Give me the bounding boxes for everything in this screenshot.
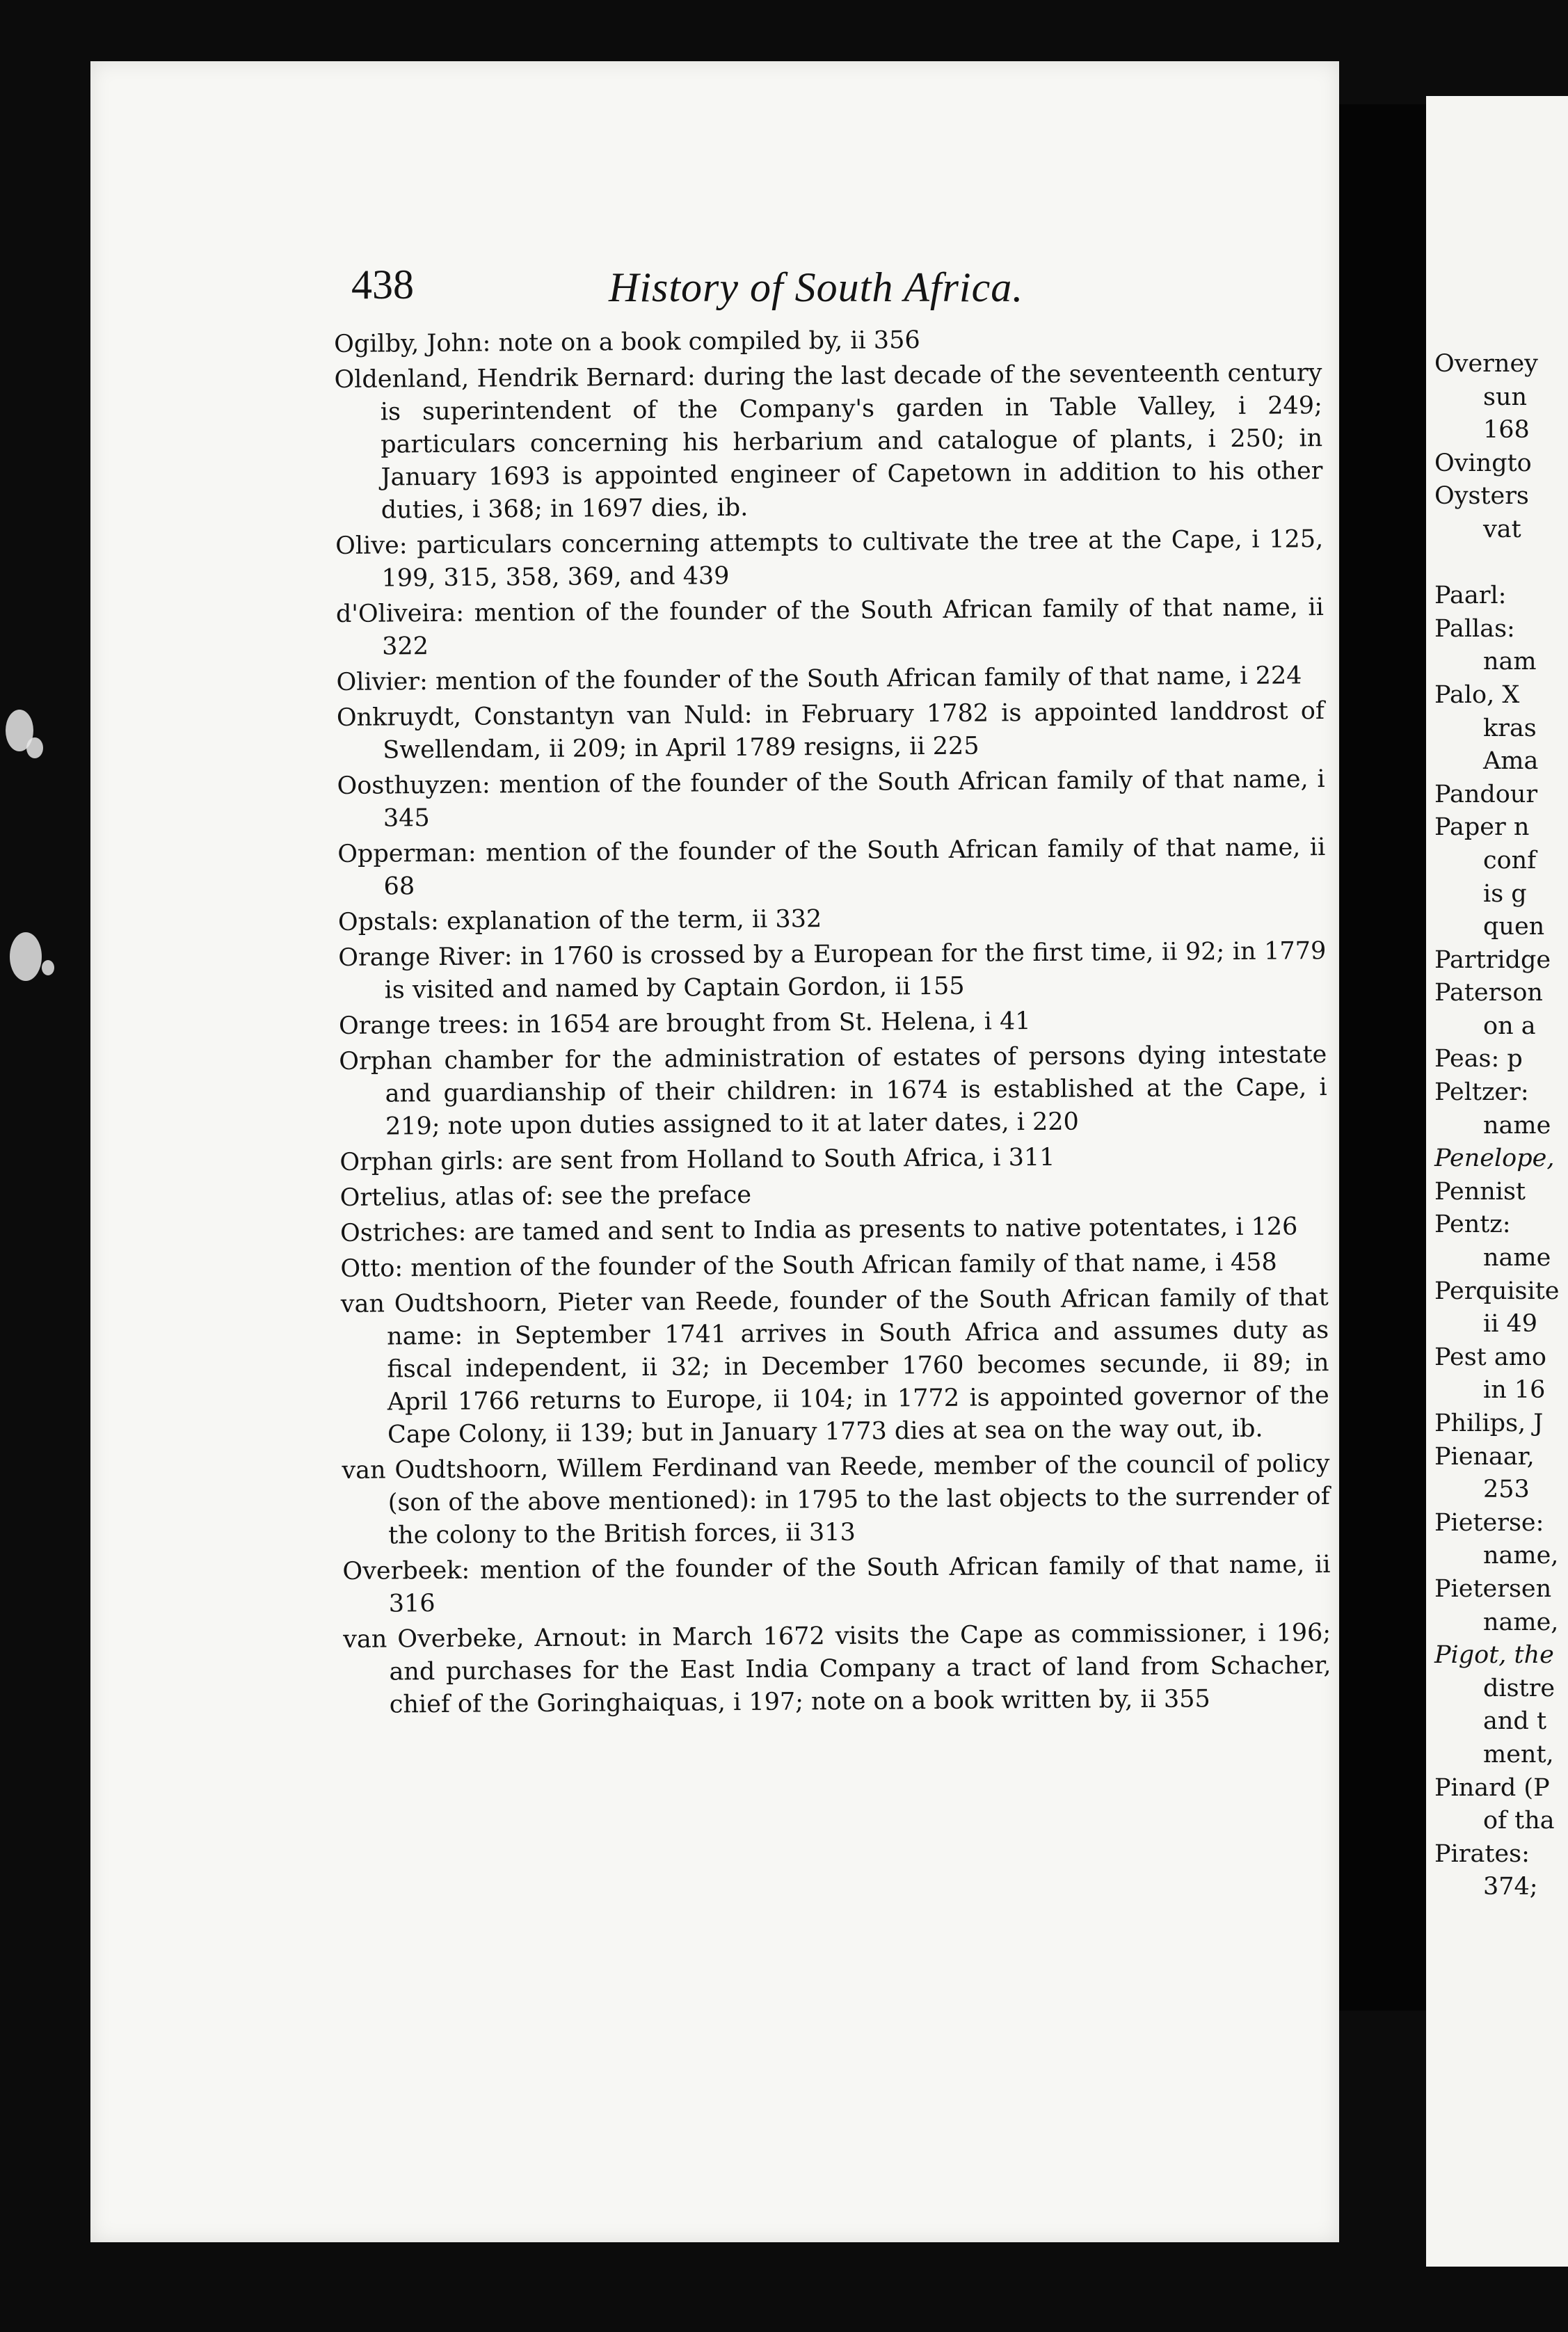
index-entry-term: Oosthuyzen:	[337, 771, 490, 800]
facing-page-line: conf	[1483, 846, 1537, 874]
index-entry	[339, 1140, 1327, 1179]
facing-page-line: ment,	[1483, 1740, 1554, 1768]
index-entry	[336, 660, 1324, 699]
facing-page-line: Pinard (P	[1434, 1773, 1550, 1802]
index-entry	[340, 1211, 1328, 1250]
facing-page-line: Pigot, the	[1434, 1641, 1554, 1670]
facing-page-line: sun	[1483, 383, 1528, 411]
running-head: History of South Africa.	[609, 264, 1024, 310]
facing-page-line: Pennist	[1434, 1177, 1526, 1206]
index-entry-text: are sent from Holland to South Africa, i 311	[511, 1143, 1055, 1176]
index-entry-text: mention of the founder of the South African family of that name, ii 68	[383, 833, 1326, 901]
index-entry	[337, 695, 1325, 767]
facing-page-line: Perquisite	[1434, 1277, 1560, 1305]
index-entry-text: are tamed and sent to India as presents to native potentates, i 126	[474, 1213, 1298, 1247]
facing-page-line: quen	[1483, 913, 1545, 941]
facing-page-line: name,	[1483, 1542, 1559, 1570]
facing-page-line: Pirates:	[1434, 1839, 1530, 1868]
facing-page-line: kras	[1483, 714, 1537, 742]
facing-page-line: and t	[1483, 1707, 1547, 1736]
facing-page-line: Peltzer:	[1434, 1078, 1529, 1107]
index-entry-term: d'Oliveira:	[335, 599, 465, 628]
index-entry	[343, 1617, 1331, 1722]
index-entry-term: Orphan chamber	[339, 1046, 553, 1076]
index-entry	[338, 935, 1327, 1007]
facing-page-line: Pentz:	[1434, 1211, 1511, 1239]
index-entry-term: Onkruydt, Constantyn van Nuld:	[336, 701, 753, 732]
facing-page-index-fragments	[1434, 348, 1568, 1904]
index-entry	[339, 1003, 1327, 1043]
facing-page-line: Paper n	[1434, 813, 1530, 842]
facing-page-line: Paterson	[1434, 979, 1543, 1007]
index-entry	[341, 1281, 1330, 1452]
facing-page-line	[1434, 547, 1568, 580]
facing-page-line: Ama	[1483, 747, 1539, 776]
facing-page-line: 253	[1483, 1476, 1530, 1504]
index-entry	[335, 523, 1324, 596]
index-entry-term: Orange River:	[338, 943, 513, 972]
index-entry-text: founder of the South African family of that name: in September 1741 arrives in South Africa and assumes duty as fiscal independent, ii 32; in December 1760 becomes secunde, ii 89; in April 1766 returns to Europe, ii 104; in 1772 is appointed governor of the Cape Colony, ii 139; but in January 1773 dies at sea on the way out, ib.	[386, 1284, 1329, 1449]
index-entry	[342, 1549, 1331, 1621]
index-entry-term: Oldenland, Hendrik Bernard:	[334, 363, 696, 394]
page-number: 438	[351, 262, 414, 308]
facing-page-line: Philips, J	[1434, 1409, 1544, 1437]
index-entry	[338, 900, 1326, 939]
index-entry-text: mention of the founder of the South African family of that name, i 224	[435, 662, 1302, 696]
index-entry-term: Overbeek:	[342, 1556, 470, 1586]
index-entry-term: van Oudtshoorn, Willem Ferdinand van Reede,	[342, 1453, 925, 1485]
facing-page-line: distre	[1483, 1674, 1555, 1702]
index-entry-text: member of the council of policy (son of the above mentioned): in 1795 to the last objects to the surrender of the colony to the British forces, ii 313	[387, 1450, 1330, 1550]
index-entry	[340, 1246, 1328, 1286]
index-entry-text: particulars concerning attempts to cultivate the tree at the Cape, i 125, 199, 315, 358, 369, and 439	[381, 525, 1324, 593]
facing-page-line: Pieterse:	[1434, 1508, 1544, 1537]
facing-page-line: is g	[1483, 879, 1527, 908]
index-entry-text: see the preface	[561, 1181, 752, 1211]
index-entry-term: Ortelius, atlas of:	[339, 1182, 554, 1212]
facing-page-line: Paarl:	[1434, 582, 1507, 610]
index-entry	[340, 1175, 1328, 1215]
index-entry-term: Orphan girls:	[339, 1147, 504, 1176]
index-entry-term: van Overbeke, Arnout:	[343, 1624, 628, 1654]
index-entry-text: mention of the founder of the South African family of that name, ii 316	[388, 1551, 1331, 1618]
facing-page-line: 168	[1483, 416, 1530, 445]
index-entry	[334, 357, 1323, 527]
index-entry-text: mention of the founder of the South African family of that name, i 345	[383, 765, 1325, 833]
facing-page-line: Pest amo	[1434, 1343, 1546, 1371]
facing-page-line: Pietersen	[1434, 1574, 1552, 1603]
index-entry-text: in February 1782 is appointed landdrost of Swellendam, ii 209; in April 1789 resigns, ii 225	[383, 697, 1325, 765]
index-entry	[337, 763, 1325, 836]
background-speck	[10, 932, 42, 981]
index-entry-term: Opperman:	[337, 839, 477, 868]
index-entry-text: in 1760 is crossed by a European for the first time, ii 92; in 1779 is visited and named by Captain Gordon, ii 155	[384, 937, 1327, 1005]
index-entry	[342, 1448, 1330, 1553]
index-entry	[336, 591, 1325, 664]
index-entry-text: mention of the founder of the South African family of that name, ii 322	[382, 593, 1324, 661]
index-entry-text: during the last decade of the seventeenth century is superintendent of the Company's garden in Table Valley, i 249; particulars concerning his herbarium and catalogue of plants, i 250; in January 1693 is appointed engineer of Capetown in addition to his other duties, i 368; in 1697 dies, ib.	[380, 359, 1323, 525]
background-speck	[42, 960, 54, 975]
facing-page-line: name,	[1483, 1608, 1559, 1636]
facing-page-line: vat	[1483, 515, 1521, 543]
index-entry-text: note on a book compiled by, ii 356	[498, 326, 920, 358]
facing-page-line: Overney	[1434, 350, 1538, 378]
facing-page-line: Ovingto	[1434, 449, 1532, 477]
facing-page-line: Partridge	[1434, 945, 1551, 974]
book-gutter	[1339, 104, 1426, 2011]
index-entry-term: Ogilby, John:	[334, 329, 491, 358]
index-entry-term: Opstals:	[337, 907, 440, 936]
facing-page-line: Pienaar,	[1434, 1442, 1535, 1471]
facing-page-line: Pallas:	[1434, 614, 1515, 643]
index-entries	[334, 321, 1331, 1725]
facing-page-line: name	[1483, 1244, 1551, 1272]
index-entry	[337, 831, 1326, 904]
index-entry-term: Olivier:	[336, 668, 428, 696]
facing-page-line: in 16	[1483, 1376, 1546, 1405]
index-entry-term: Orange trees:	[338, 1011, 510, 1040]
index-entry-term: Otto:	[340, 1254, 403, 1283]
index-entry-text: explanation of the term, ii 332	[446, 905, 822, 936]
index-entry	[339, 1039, 1327, 1144]
facing-page-line: Pandour	[1434, 780, 1538, 808]
facing-page-line: nam	[1483, 648, 1537, 676]
index-entry	[334, 321, 1322, 361]
facing-page-line: Oysters	[1434, 482, 1529, 511]
index-entry-term: van Oudtshoorn, Pieter van Reede,	[340, 1287, 781, 1318]
facing-page-line: on a	[1483, 1012, 1536, 1040]
facing-page-line: ii 49	[1483, 1310, 1538, 1339]
facing-page-line: Peas: p	[1434, 1045, 1523, 1073]
index-entry-term: Ostriches:	[339, 1218, 467, 1247]
facing-page-line: of tha	[1483, 1807, 1555, 1835]
facing-page-line: 374;	[1483, 1873, 1538, 1901]
index-entry-text: in March 1672 visits the Cape as commissioner, i 196; and purchases for the East India Company a tract of land from Schacher, chief of the Goringhaiquas, i 197; note on a book written by, ii 355	[389, 1619, 1331, 1719]
index-entry-text: in 1654 are brought from St. Helena, i 41	[517, 1007, 1031, 1039]
facing-page-line: name	[1483, 1111, 1551, 1140]
index-entry-term: Olive:	[335, 532, 408, 560]
index-entry-text: mention of the founder of the South African family of that name, i 458	[410, 1248, 1277, 1283]
facing-page-line: Palo, X	[1434, 680, 1520, 709]
index-entry-text: for the administration of estates of persons dying intestate and guardianship of their children: in 1674 is established at the Cape, i 219; note upon duties assigned to it at later dates, i 220	[385, 1041, 1327, 1141]
background-speck	[26, 737, 43, 758]
facing-page-line: Penelope,	[1434, 1144, 1555, 1173]
